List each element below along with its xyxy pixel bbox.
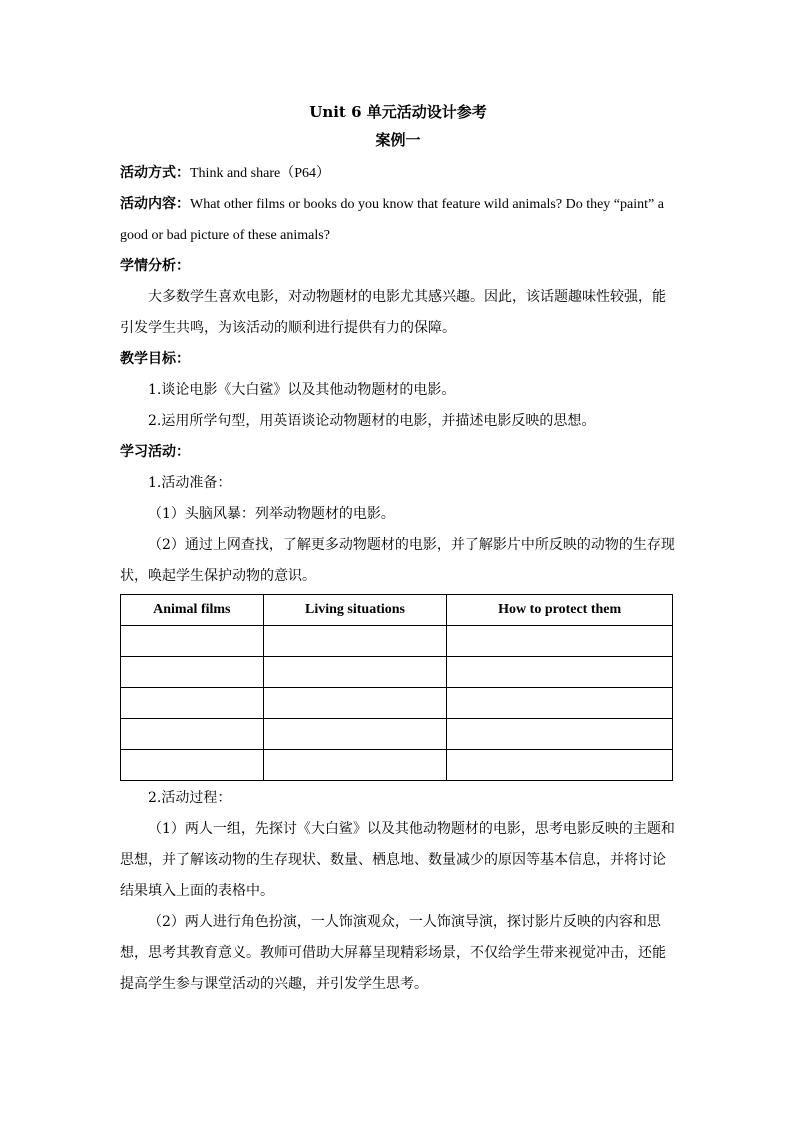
table-cell: [447, 750, 673, 781]
goal-item: 2.运用所学句型，用英语谈论动物题材的电影，并描述电影反映的思想。: [148, 413, 596, 429]
table-cell: [263, 688, 447, 719]
method-line: [120, 158, 676, 189]
content-line: [120, 189, 676, 251]
films-table: [120, 594, 673, 781]
table-row: [121, 688, 673, 719]
analysis-text: 大多数学生喜欢电影，对动物题材的电影尤其感兴趣。因此，该话题趣味性较强，能引发学生共鸣，为该活动的顺利进行提供有力的保障。: [120, 289, 666, 336]
process-item: （1）两人一组，先探讨《大白鲨》以及其他动物题材的电影，思考电影反映的主题和思想，并了解该动物的生存现状、数量、栖息地、数量减少的原因等基本信息，并将讨论结果填入上面的表格中。: [120, 821, 675, 899]
prep-item: （1）头脑风暴：列举动物题材的电影。: [148, 506, 395, 522]
table-cell: [121, 626, 264, 657]
table-cell: [121, 750, 264, 781]
table-cell: [263, 626, 447, 657]
table-row: [121, 657, 673, 688]
prep-item: （2）通过上网查找，了解更多动物题材的电影，并了解影片中所反映的动物的生存现状，唤起学生保护动物的意识。: [120, 537, 675, 584]
document-subtitle: 案例一: [375, 131, 421, 149]
process-heading: 2.活动过程：: [148, 790, 232, 806]
content-label: 活动内容：: [120, 196, 190, 212]
document-page: [120, 98, 676, 1000]
analysis-label: 学情分析：: [120, 258, 190, 274]
table-header-cell: How to protect them: [447, 595, 673, 626]
table-cell: [447, 657, 673, 688]
process-item: （2）两人进行角色扮演，一人饰演观众，一人饰演导演，探讨影片反映的内容和思想，思考其教育意义。教师可借助大屏幕呈现精彩场景，不仅给学生带来视觉冲击，还能提高学生参与课堂活动的兴趣，并引发学生思考。: [120, 914, 666, 992]
table-row: [121, 750, 673, 781]
table-cell: [263, 750, 447, 781]
goals-label: 教学目标：: [120, 351, 190, 367]
table-cell: [121, 719, 264, 750]
table-cell: [121, 657, 264, 688]
table-header-row: [121, 595, 673, 626]
activity-label: 学习活动：: [120, 444, 190, 460]
prep-heading: 1.活动准备：: [148, 475, 232, 491]
method-label: 活动方式：: [120, 165, 190, 181]
table-cell: [447, 688, 673, 719]
table-row: [121, 719, 673, 750]
table-cell: [447, 719, 673, 750]
table-row: [121, 626, 673, 657]
table-cell: [263, 657, 447, 688]
table-header-cell: Animal films: [121, 595, 264, 626]
table-cell: [263, 719, 447, 750]
table-header-cell: Living situations: [263, 595, 447, 626]
document-title: Unit 6 单元活动设计参考: [309, 103, 487, 121]
table-cell: [447, 626, 673, 657]
table-cell: [121, 688, 264, 719]
table-body: [121, 626, 673, 781]
content-value: What other films or books do you know that feature wild animals? Do they “paint” a good or bad picture of these animals?: [120, 197, 664, 243]
goal-item: 1.谈论电影《大白鲨》以及其他动物题材的电影。: [148, 382, 456, 398]
method-value: Think and share（P64）: [190, 166, 330, 181]
